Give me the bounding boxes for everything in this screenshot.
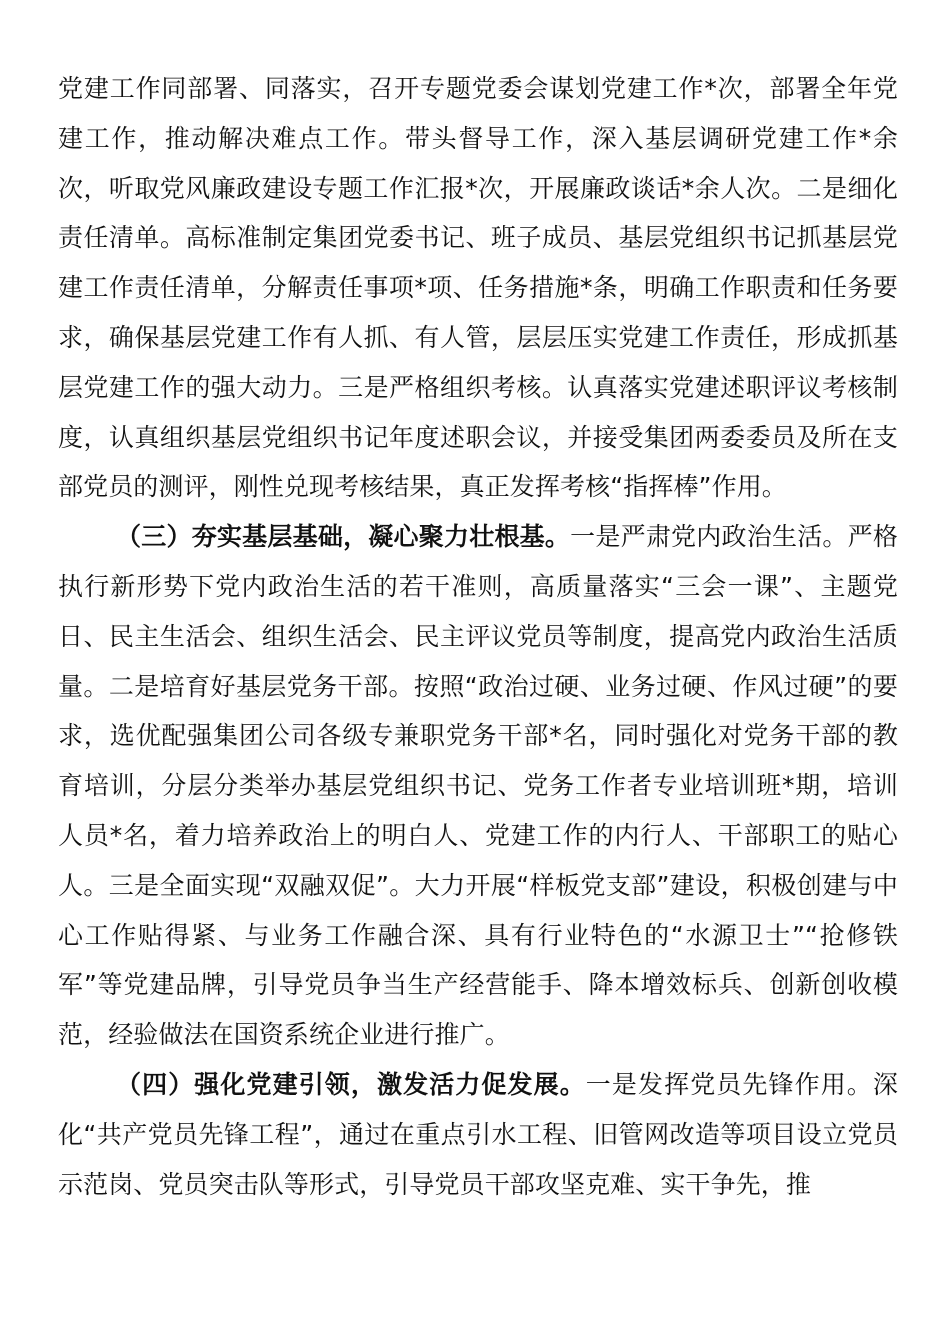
paragraph-3-text: 一是发挥党员先锋作用。深化“共产党员先锋工程”，通过在重点引水工程、旧管网改造等项目设立党员示范岗、党员突击队等形式，引导党员干部攻坚克难、实干争先，推 [58,1069,898,1199]
paragraph-2-text: 一是严肃党内政治生活。严格执行新形势下党内政治生活的若干准则，高质量落实“三会一课”、主题党日、民主生活会、组织生活会、民主评议党员等制度，提高党内政治生活质量。二是培育好基层党务干部。按照“政治过硬、业务过硬、作风过硬”的要求，选优配强集团公司各级专兼职党务干部*名，同时强化对党务干部的教育培训，分层分类举办基层党组织书记、党务工作者专业培训班*期，培训人员*名，着力培养政治上的明白人、党建工作的内行人、干部职工的贴心人。三是全面实现“双融双促”。大力开展“样板党支部”建设，积极创建与中心工作贴得紧、与业务工作融合深、具有行业特色的“水源卫士”“抢修铁军”等党建品牌，引导党员争当生产经营能手、降本增效标兵、创新创收模范，经验做法在国资系统企业进行推广。 [58,522,898,1050]
paragraph-3 [58,1060,898,1209]
paragraph-1 [58,64,898,512]
section-heading-4: （四）强化党建引领，激发活力促发展。 [116,1069,586,1099]
paragraph-2 [58,512,898,1060]
paragraph-1-text: 党建工作同部署、同落实，召开专题党委会谋划党建工作*次，部署全年党建工作，推动解决难点工作。带头督导工作，深入基层调研党建工作*余次，听取党风廉政建设专题工作汇报*次，开展廉政谈话*余人次。二是细化责任清单。高标准制定集团党委书记、班子成员、基层党组织书记抓基层党建工作责任清单，分解责任事项*项、任务措施*条，明确工作职责和任务要求，确保基层党建工作有人抓、有人管，层层压实党建工作责任，形成抓基层党建工作的强大动力。三是严格组织考核。认真落实党建述职评议考核制度，认真组织基层党组织书记年度述职会议，并接受集团两委委员及所在支部党员的测评，刚性兑现考核结果，真正发挥考核“指挥棒”作用。 [58,74,898,502]
section-heading-3: （三）夯实基层基础，凝心聚力壮根基。 [116,522,571,552]
document-page [58,64,898,1209]
